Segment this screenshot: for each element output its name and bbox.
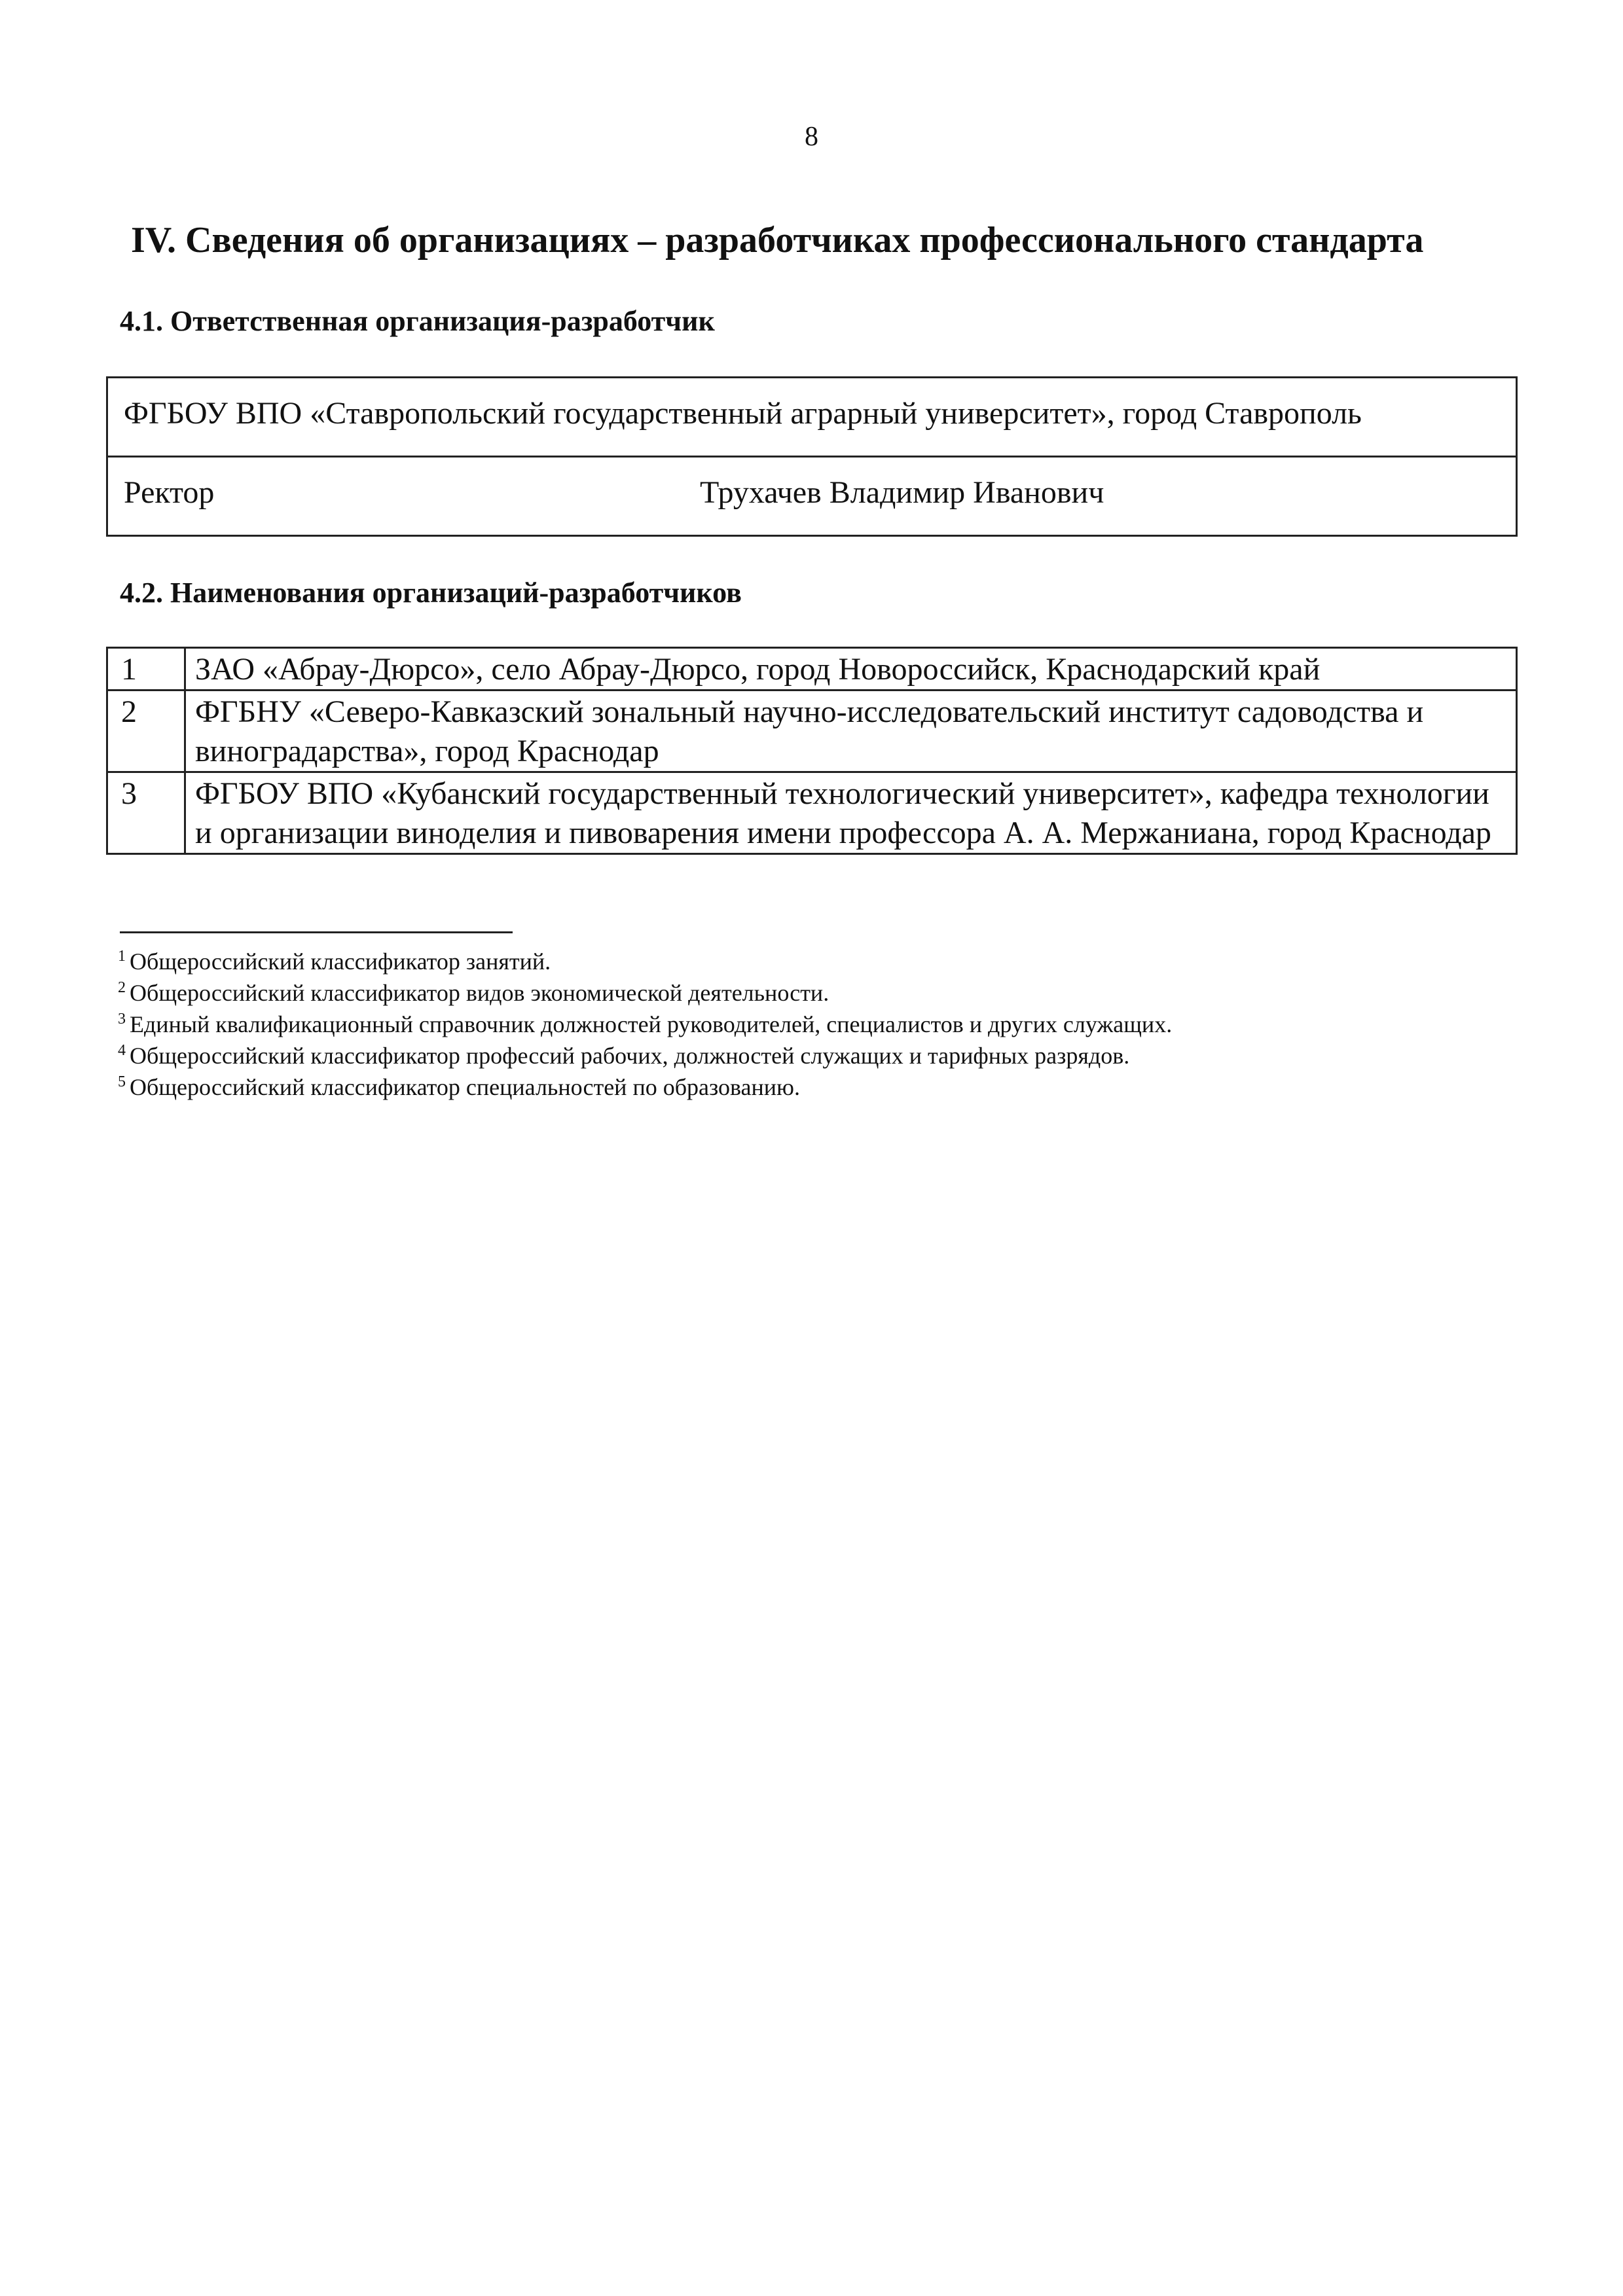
- footnote: [118, 946, 1493, 977]
- row-number: 1: [107, 648, 185, 691]
- head-name: Трухачев Владимир Иванович: [700, 475, 1104, 510]
- responsible-org-heading: 4.1. Ответственная организация-разработчик: [120, 305, 715, 337]
- footnote: [118, 1071, 1493, 1103]
- footnote: [118, 977, 1493, 1009]
- developer-orgs-table: [106, 647, 1518, 855]
- page-number: 8: [805, 122, 818, 152]
- footnotes: [118, 946, 1493, 1103]
- footnote-text: Общероссийский классификатор специальностей по образованию.: [130, 1074, 800, 1100]
- footnote-separator: [120, 931, 513, 933]
- footnote: [118, 1040, 1493, 1071]
- row-number: 2: [107, 691, 185, 772]
- org-name: ЗАО «Абрау-Дюрсо», село Абрау-Дюрсо, город Новороссийск, Краснодарский край: [185, 648, 1517, 691]
- section-title: IV. Сведения об организациях – разработчиках профессионального стандарта: [131, 220, 1424, 260]
- footnote-text: Общероссийский классификатор профессий рабочих, должностей служащих и тарифных разрядов.: [130, 1043, 1130, 1069]
- head-position: Ректор: [124, 475, 215, 510]
- table-row: [107, 691, 1517, 772]
- row-number: 3: [107, 772, 185, 854]
- responsible-org-table: [106, 376, 1518, 537]
- table-row: [107, 378, 1517, 457]
- footnote-mark: 1: [118, 948, 126, 965]
- footnote-text: Общероссийский классификатор занятий.: [130, 948, 551, 975]
- table-row: [107, 772, 1517, 854]
- footnote: [118, 1009, 1493, 1040]
- footnote-mark: 3: [118, 1011, 126, 1028]
- table-row: [107, 457, 1517, 536]
- footnote-text: Единый квалификационный справочник должностей руководителей, специалистов и других служащих.: [130, 1011, 1173, 1037]
- table-row: [107, 648, 1517, 691]
- org-name: ФГБНУ «Северо-Кавказский зональный научно-исследовательский институт садоводства и виноградарства», город Краснодар: [185, 691, 1517, 772]
- footnote-mark: 2: [118, 979, 126, 996]
- org-name: ФГБОУ ВПО «Кубанский государственный технологический университет», кафедра технологии и организации виноделия и пивоварения имени профессора А. А. Мержаниана, город Краснодар: [185, 772, 1517, 854]
- footnote-mark: 4: [118, 1042, 126, 1059]
- footnote-text: Общероссийский классификатор видов экономической деятельности.: [130, 980, 830, 1006]
- rector-cell: [107, 457, 1517, 536]
- responsible-org-name: ФГБОУ ВПО «Ставропольский государственный аграрный университет», город Ставрополь: [107, 378, 1517, 457]
- developer-orgs-heading: 4.2. Наименования организаций-разработчиков: [120, 577, 742, 609]
- footnote-mark: 5: [118, 1073, 126, 1090]
